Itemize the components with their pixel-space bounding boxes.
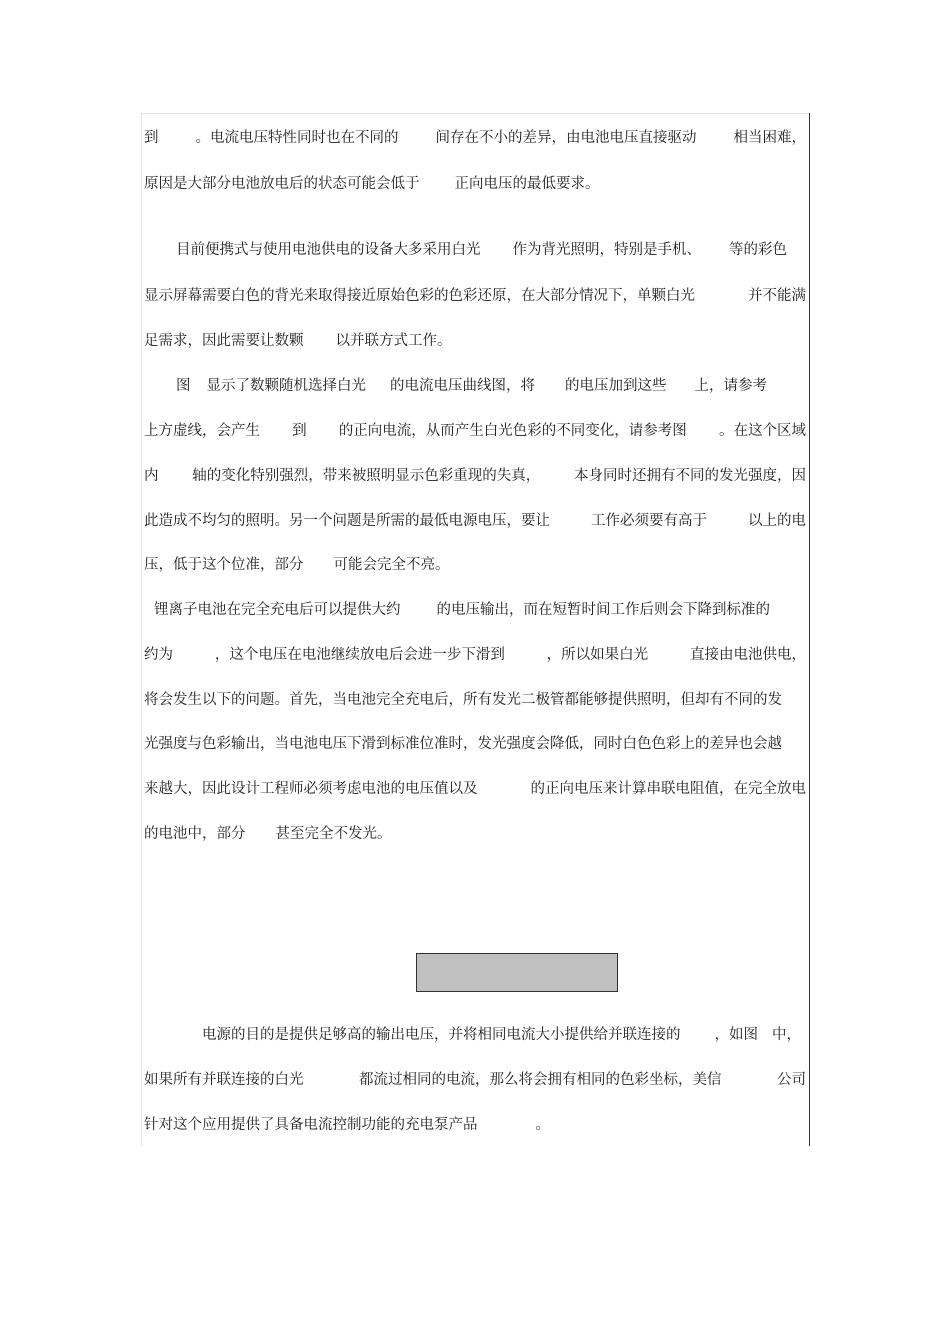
text-line bbox=[144, 690, 806, 710]
frame-left-rule bbox=[141, 113, 142, 1146]
text-line bbox=[144, 174, 806, 194]
text-fragment: 的正向电流，从而产生白光色彩的不同变化，请参考图 bbox=[338, 423, 687, 439]
text-fragment: ，如图 bbox=[714, 1027, 758, 1043]
text-fragment: 。电流电压特性同时也在不同的 bbox=[195, 130, 399, 146]
text-fragment: 图 bbox=[176, 378, 191, 394]
text-fragment: 直接由电池供电， bbox=[689, 647, 806, 663]
text-fragment: 的电流电压曲线图，将 bbox=[390, 378, 535, 394]
text-line bbox=[144, 421, 806, 441]
text-fragment: 的电池中，部分 bbox=[144, 826, 246, 842]
text-line bbox=[144, 128, 806, 148]
text-line bbox=[144, 645, 806, 665]
text-line bbox=[144, 600, 806, 620]
text-fragment: 此造成不均匀的照明。另一个问题是所需的最低电源电压，要让 bbox=[144, 513, 550, 529]
text-fragment: 原因是大部分电池放电后的状态可能会低于 bbox=[144, 176, 420, 192]
text-fragment: 。 bbox=[535, 1117, 550, 1133]
text-fragment: 轴的变化特别强烈，带来被照明显示色彩重现的失真， bbox=[192, 468, 541, 484]
text-line bbox=[144, 240, 806, 260]
text-fragment: 针对这个应用提供了具备电流控制功能的充电泵产品 bbox=[144, 1117, 478, 1133]
text-fragment: 甚至完全不发光。 bbox=[275, 826, 392, 842]
text-line bbox=[144, 824, 806, 844]
text-fragment: 的电压输出，而在短暂时间工作后则会下降到标准的 bbox=[436, 602, 770, 618]
text-fragment: 相当困难， bbox=[733, 130, 806, 146]
text-fragment: 到 bbox=[292, 423, 307, 439]
text-line bbox=[144, 779, 806, 799]
text-fragment: 正向电压的最低要求。 bbox=[454, 176, 600, 192]
text-line bbox=[144, 1070, 806, 1090]
text-fragment: 作为背光照明，特别是手机、 bbox=[512, 242, 701, 258]
text-line bbox=[144, 1025, 806, 1045]
text-fragment: 到 bbox=[144, 130, 159, 146]
text-fragment: 上，请参考 bbox=[694, 378, 767, 394]
text-line bbox=[144, 1115, 806, 1135]
text-line bbox=[144, 376, 806, 396]
text-fragment: 。在这个区域 bbox=[718, 423, 806, 439]
text-fragment: 显示了数颗随机选择白光 bbox=[206, 378, 366, 394]
text-fragment: 光强度与色彩输出，当电池电压下滑到标准位准时，发光强度会降低，同时白色色彩上的差异也会越 bbox=[144, 736, 782, 752]
text-fragment: 工作必须要有高于 bbox=[591, 513, 707, 529]
text-fragment: 约为 bbox=[144, 647, 173, 663]
text-line bbox=[144, 511, 806, 531]
text-line bbox=[144, 734, 806, 754]
text-fragment: 压，低于这个位准，部分 bbox=[144, 557, 304, 573]
text-fragment: 锂离子电池在完全充电后可以提供大约 bbox=[154, 602, 401, 618]
text-fragment: 的电压加到这些 bbox=[565, 378, 667, 394]
text-fragment: 如果所有并联连接的白光 bbox=[144, 1072, 304, 1088]
text-fragment: ，所以如果白光 bbox=[546, 647, 649, 663]
text-fragment: ，这个电压在电池继续放电后会进一步下滑到 bbox=[214, 647, 505, 663]
text-line bbox=[144, 331, 806, 351]
text-fragment: 的正向电压来计算串联电阻值，在完全放电 bbox=[530, 781, 806, 797]
text-fragment: 足需求，因此需要让数颗 bbox=[144, 333, 304, 349]
figure-placeholder bbox=[416, 953, 618, 992]
frame-top-rule bbox=[142, 113, 810, 114]
text-fragment: 来越大，因此设计工程师必须考虑电池的电压值以及 bbox=[144, 781, 478, 797]
text-fragment: 内 bbox=[144, 468, 159, 484]
text-fragment: 以上的电 bbox=[748, 513, 806, 529]
text-fragment: 都流过相同的电流，那么将会拥有相同的色彩坐标，美信 bbox=[359, 1072, 722, 1088]
text-fragment: 可能会完全不亮。 bbox=[333, 557, 450, 573]
text-line bbox=[144, 555, 806, 575]
text-fragment: 上方虚线，会产生 bbox=[144, 423, 260, 439]
frame-right-rule bbox=[809, 113, 810, 1146]
text-fragment: 并不能满 bbox=[748, 288, 806, 304]
text-fragment: 目前便携式与使用电池供电的设备大多采用白光 bbox=[176, 242, 481, 258]
text-fragment: 显示屏幕需要白色的背光来取得接近原始色彩的色彩还原，在大部分情况下，单颗白光 bbox=[144, 288, 695, 304]
text-fragment: 公司 bbox=[777, 1072, 806, 1088]
text-line bbox=[144, 466, 806, 486]
text-fragment: 中， bbox=[772, 1027, 801, 1043]
text-fragment: 等的彩色 bbox=[729, 242, 787, 258]
text-fragment: 电源的目的是提供足够高的输出电压，并将相同电流大小提供给并联连接的 bbox=[202, 1027, 681, 1043]
text-fragment: 将会发生以下的问题。首先，当电池完全充电后，所有发光二极管都能够提供照明，但却有不同的发 bbox=[144, 692, 782, 708]
text-fragment: 本身同时还拥有不同的发光强度，因 bbox=[574, 468, 806, 484]
text-fragment: 间存在不小的差异，由电池电压直接驱动 bbox=[435, 130, 697, 146]
text-fragment: 以并联方式工作。 bbox=[335, 333, 452, 349]
text-line bbox=[144, 286, 806, 306]
